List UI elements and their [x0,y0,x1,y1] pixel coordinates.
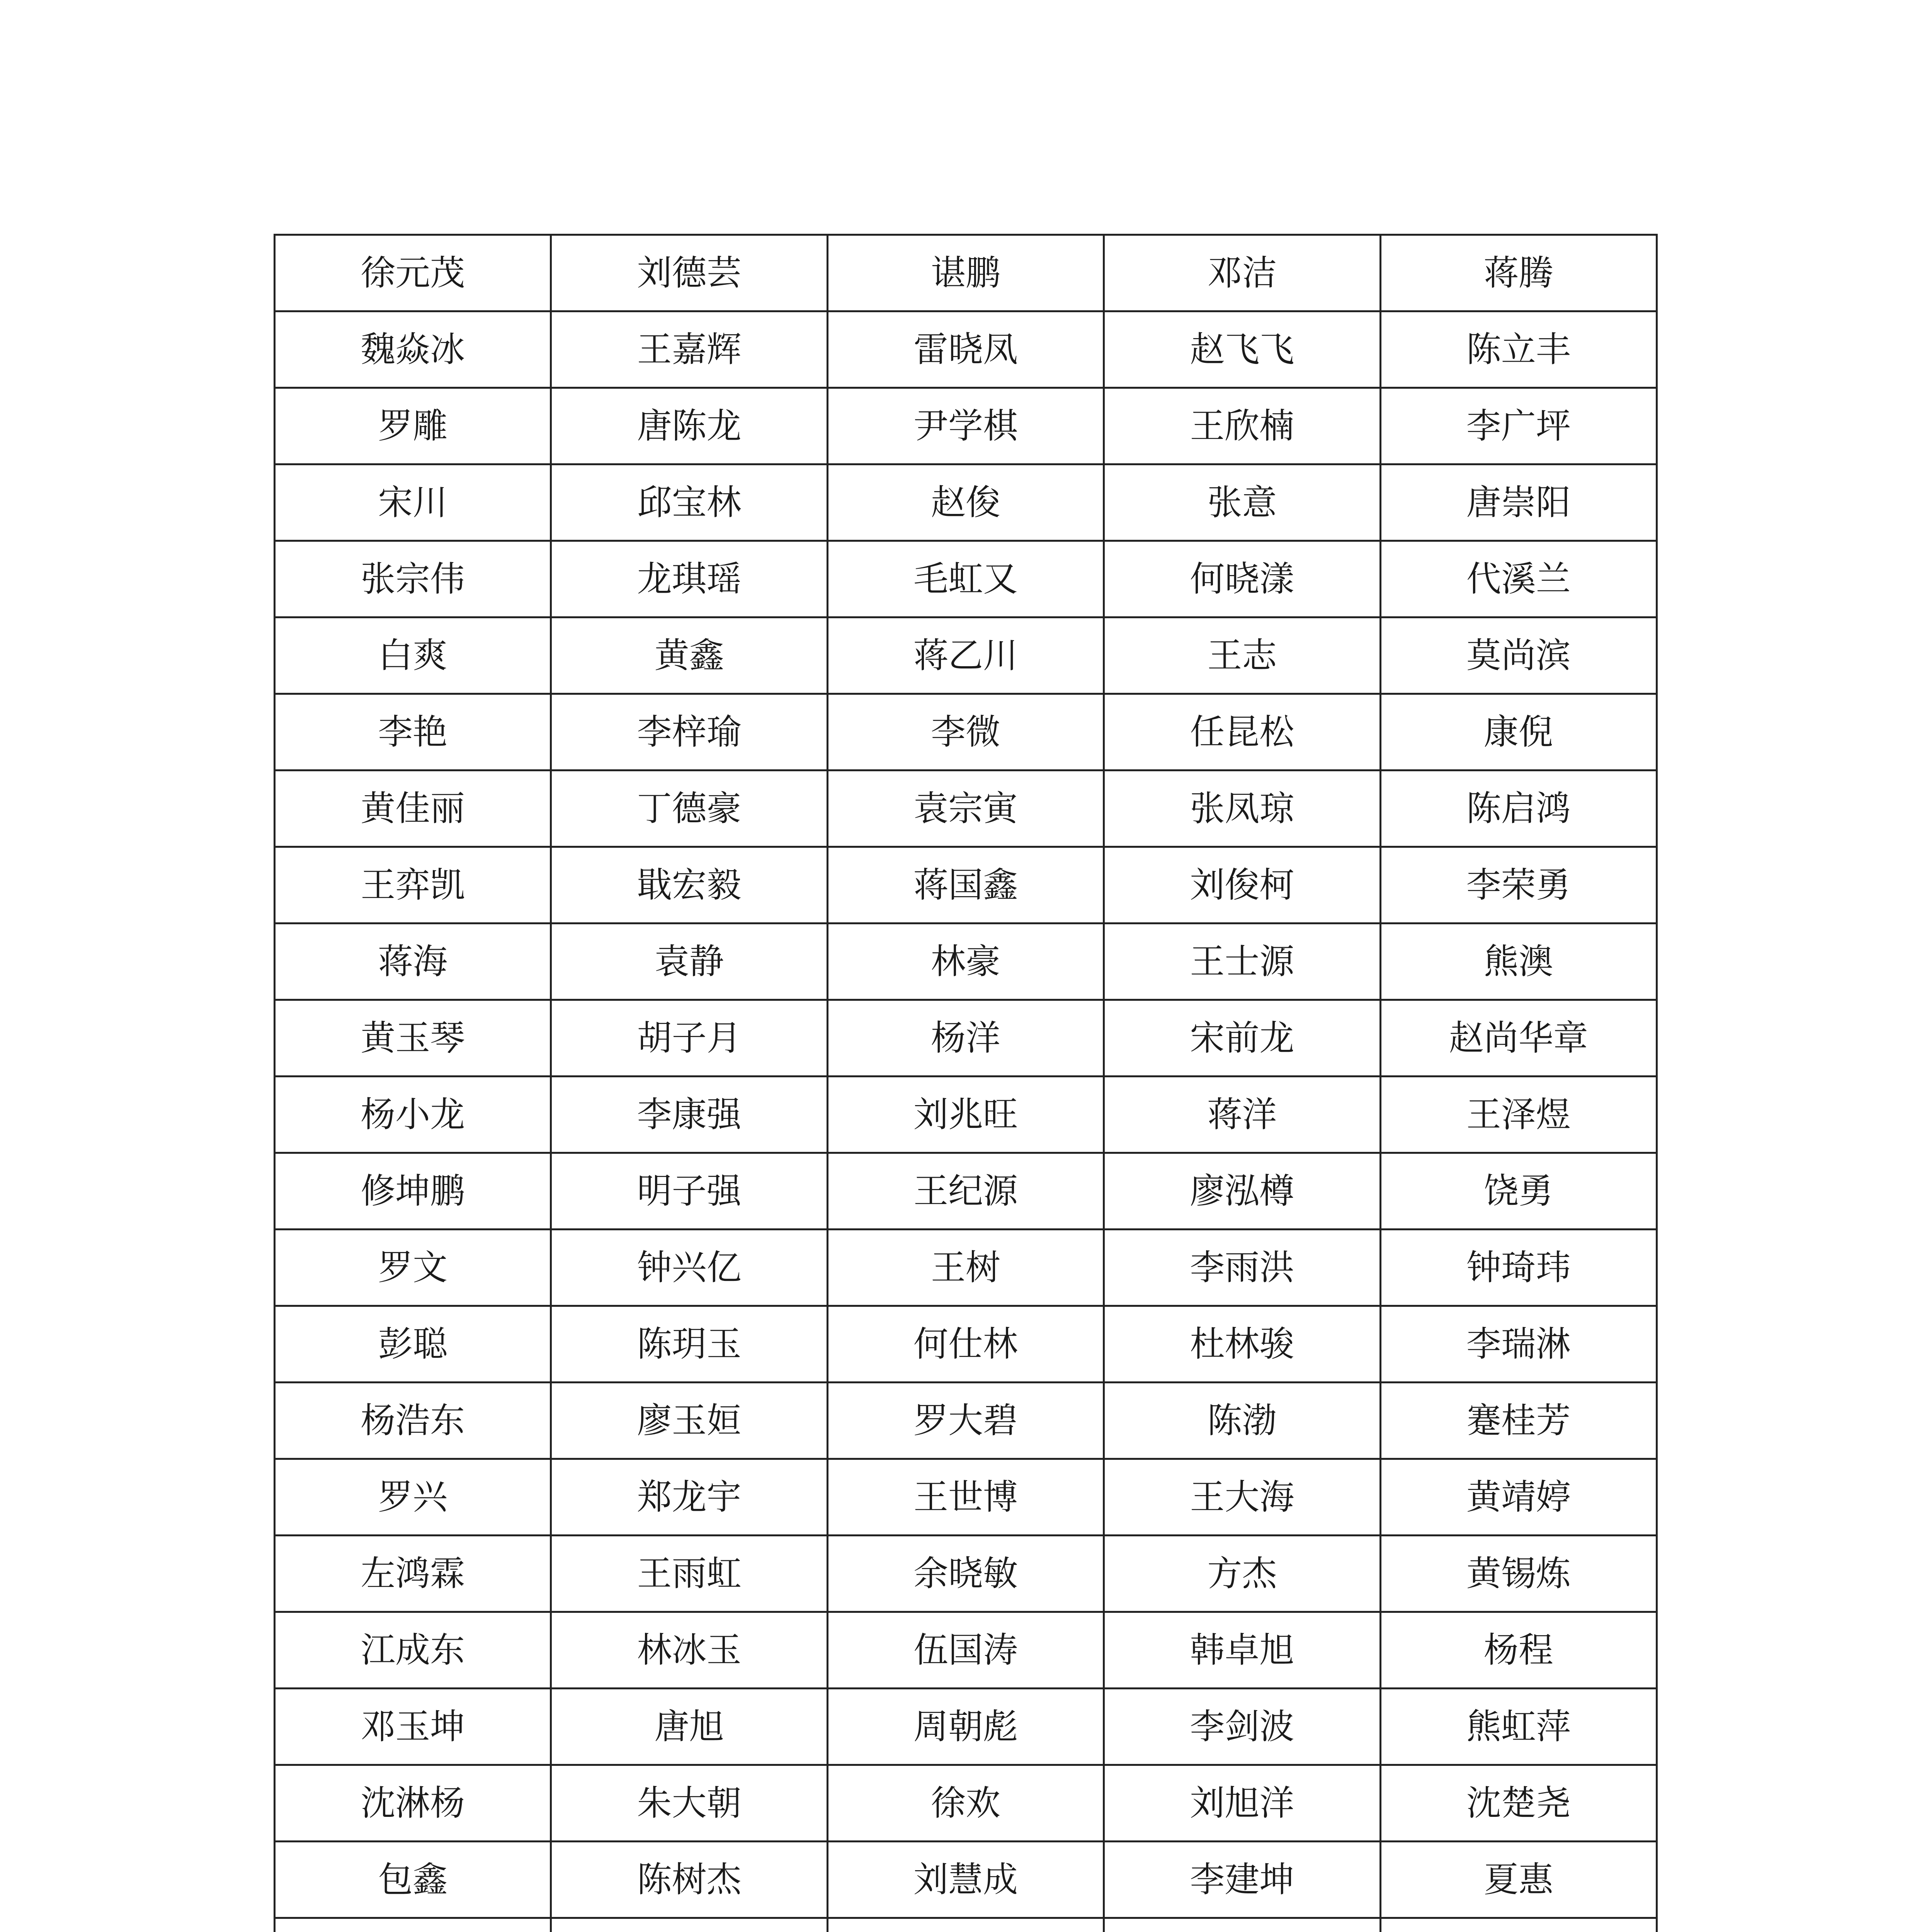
name-cell: 戢宏毅 [551,847,827,923]
name-cell: 王树 [827,1230,1104,1306]
table-row [275,1000,1657,1077]
name-cell: 王弈凯 [275,847,551,923]
name-cell: 钟兴亿 [551,1230,827,1306]
name-cell: 李微 [827,694,1104,770]
name-cell: 李建坤 [1104,1842,1380,1918]
name-cell: 熊澳 [1380,923,1657,1000]
table-row [275,923,1657,1000]
name-cell: 王雨虹 [551,1536,827,1612]
name-cell: 张意 [1104,464,1380,541]
name-cell [275,1918,551,1932]
name-cell: 陈树杰 [551,1842,827,1918]
name-cell: 韩卓旭 [1104,1612,1380,1689]
name-cell: 彭聪 [275,1306,551,1383]
name-cell: 宋前龙 [1104,1000,1380,1077]
name-cell: 刘兆旺 [827,1077,1104,1153]
table-row [275,770,1657,847]
name-cell: 蒋腾 [1380,235,1657,311]
table-row [275,311,1657,388]
name-cell: 王欣楠 [1104,388,1380,464]
table-row [275,235,1657,311]
name-cell: 徐元茂 [275,235,551,311]
name-cell: 黄靖婷 [1380,1459,1657,1536]
name-cell: 蒋海 [275,923,551,1000]
name-cell: 蒋洋 [1104,1077,1380,1153]
name-cell: 何仕林 [827,1306,1104,1383]
name-cell: 张宗伟 [275,541,551,617]
name-cell: 黄锡炼 [1380,1536,1657,1612]
name-cell: 宋川 [275,464,551,541]
name-cell: 杨洋 [827,1000,1104,1077]
name-cell: 李雨洪 [1104,1230,1380,1306]
name-cell: 陈启鸿 [1380,770,1657,847]
name-cell: 刘慧成 [827,1842,1104,1918]
table-row [275,1918,1657,1932]
name-cell: 方杰 [1104,1536,1380,1612]
name-cell: 任昆松 [1104,694,1380,770]
name-cell: 罗文 [275,1230,551,1306]
name-cell: 龙琪瑶 [551,541,827,617]
name-cell: 胡子月 [551,1000,827,1077]
name-cell: 王志 [1104,617,1380,694]
name-cell: 周朝彪 [827,1689,1104,1765]
name-cell: 邱宝林 [551,464,827,541]
name-cell: 修坤鹏 [275,1153,551,1230]
table-row [275,1383,1657,1459]
name-cell: 白爽 [275,617,551,694]
name-cell: 李艳 [275,694,551,770]
name-cell: 李剑波 [1104,1689,1380,1765]
name-cell: 杜林骏 [1104,1306,1380,1383]
name-cell: 左鸿霖 [275,1536,551,1612]
name-cell: 罗大碧 [827,1383,1104,1459]
name-cell: 康倪 [1380,694,1657,770]
name-cell [551,1918,827,1932]
table-row [275,1459,1657,1536]
name-cell: 杨程 [1380,1612,1657,1689]
name-cell: 王世博 [827,1459,1104,1536]
name-cell [1380,1918,1657,1932]
name-cell: 沈淋杨 [275,1765,551,1842]
table-row [275,617,1657,694]
name-cell: 伍国涛 [827,1612,1104,1689]
name-cell: 王大海 [1104,1459,1380,1536]
name-cell: 李荣勇 [1380,847,1657,923]
name-cell: 李瑞淋 [1380,1306,1657,1383]
name-cell: 王纪源 [827,1153,1104,1230]
name-cell: 蹇桂芳 [1380,1383,1657,1459]
name-cell: 徐欢 [827,1765,1104,1842]
table-row [275,1077,1657,1153]
name-cell: 陈立丰 [1380,311,1657,388]
name-cell: 袁静 [551,923,827,1000]
name-cell: 沈楚尧 [1380,1765,1657,1842]
name-cell: 余晓敏 [827,1536,1104,1612]
name-cell: 罗雕 [275,388,551,464]
name-cell: 黄玉琴 [275,1000,551,1077]
name-cell: 赵飞飞 [1104,311,1380,388]
name-cell: 陈渤 [1104,1383,1380,1459]
name-cell: 魏焱冰 [275,311,551,388]
table-row [275,1306,1657,1383]
name-cell: 林豪 [827,923,1104,1000]
name-cell: 赵尚华章 [1380,1000,1657,1077]
name-cell: 蒋国鑫 [827,847,1104,923]
name-cell: 钟琦玮 [1380,1230,1657,1306]
name-cell: 黄鑫 [551,617,827,694]
name-cell: 张凤琼 [1104,770,1380,847]
name-cell: 毛虹又 [827,541,1104,617]
name-cell: 雷晓凤 [827,311,1104,388]
name-cell: 王士源 [1104,923,1380,1000]
name-cell: 邓洁 [1104,235,1380,311]
table-row [275,694,1657,770]
table-body [275,235,1657,1932]
name-list-table [274,234,1658,1932]
name-cell: 包鑫 [275,1842,551,1918]
table-row [275,1153,1657,1230]
name-cell: 王泽煜 [1380,1077,1657,1153]
name-cell: 莫尚滨 [1380,617,1657,694]
name-cell: 李广坪 [1380,388,1657,464]
name-cell: 刘俊柯 [1104,847,1380,923]
table-row [275,1230,1657,1306]
name-cell: 袁宗寅 [827,770,1104,847]
name-cell: 唐陈龙 [551,388,827,464]
name-cell: 谌鹏 [827,235,1104,311]
table-row [275,388,1657,464]
table-row [275,847,1657,923]
table-row [275,1536,1657,1612]
name-cell [827,1918,1104,1932]
name-cell: 尹学棋 [827,388,1104,464]
name-cell: 罗兴 [275,1459,551,1536]
name-cell: 夏惠 [1380,1842,1657,1918]
name-cell: 李梓瑜 [551,694,827,770]
name-cell: 何晓漾 [1104,541,1380,617]
name-cell: 黄佳丽 [275,770,551,847]
name-cell: 赵俊 [827,464,1104,541]
table-row [275,464,1657,541]
table-row [275,1689,1657,1765]
table-row [275,1842,1657,1918]
name-cell: 杨浩东 [275,1383,551,1459]
name-cell: 林冰玉 [551,1612,827,1689]
name-cell: 丁德豪 [551,770,827,847]
name-cell [1104,1918,1380,1932]
name-cell: 邓玉坤 [275,1689,551,1765]
table-row [275,541,1657,617]
name-cell: 刘德芸 [551,235,827,311]
table-row [275,1765,1657,1842]
name-cell: 江成东 [275,1612,551,1689]
name-cell: 朱大朝 [551,1765,827,1842]
name-cell: 明子强 [551,1153,827,1230]
name-cell: 蒋乙川 [827,617,1104,694]
name-cell: 杨小龙 [275,1077,551,1153]
name-cell: 李康强 [551,1077,827,1153]
name-cell: 廖泓樽 [1104,1153,1380,1230]
name-cell: 唐崇阳 [1380,464,1657,541]
name-cell: 熊虹萍 [1380,1689,1657,1765]
name-cell: 郑龙宇 [551,1459,827,1536]
name-cell: 廖玉姮 [551,1383,827,1459]
name-cell: 代溪兰 [1380,541,1657,617]
table-row [275,1612,1657,1689]
name-cell: 饶勇 [1380,1153,1657,1230]
name-cell: 刘旭洋 [1104,1765,1380,1842]
name-cell: 陈玥玉 [551,1306,827,1383]
name-cell: 唐旭 [551,1689,827,1765]
name-cell: 王嘉辉 [551,311,827,388]
